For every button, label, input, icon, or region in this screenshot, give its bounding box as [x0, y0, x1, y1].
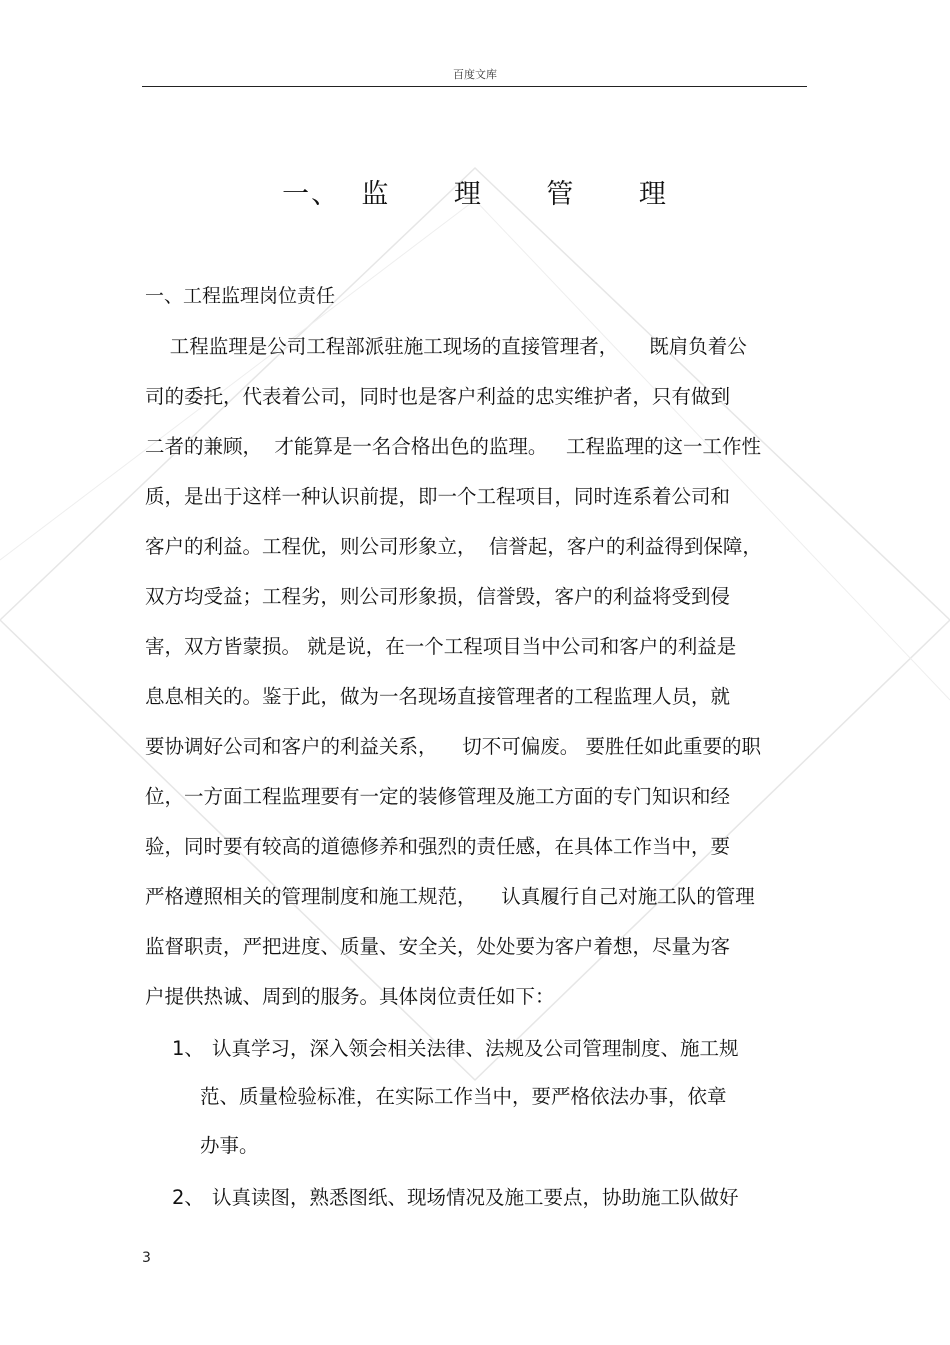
header-divider	[142, 86, 807, 87]
list-item-line: 范、质量检验标准，在实际工作当中，要严格依法办事，依章	[200, 1085, 727, 1108]
list-item-line: 认真学习，深入领会相关法律、法规及公司管理制度、施工规	[212, 1037, 739, 1060]
paragraph-line: 二者的兼顾， 才能算是一名合格出色的监理。 工程监理的这一工作性	[145, 435, 761, 458]
paragraph-line: 司的委托，代表着公司，同时也是客户利益的忠实维护者，只有做到	[145, 385, 731, 408]
paragraph-line: 双方均受益；工程劣，则公司形象损，信誉毁，客户的利益将受到侵	[145, 585, 731, 608]
paragraph-line: 位，一方面工程监理要有一定的装修管理及施工方面的专门知识和经	[145, 785, 731, 808]
section-heading: 一、工程监理岗位责任	[145, 285, 336, 307]
paragraph-line: 户提供热诚、周到的服务。具体岗位责任如下：	[145, 985, 555, 1008]
list-item-number: 2、	[172, 1186, 204, 1209]
paragraph-line: 严格遵照相关的管理制度和施工规范， 认真履行自己对施工队的管理	[145, 885, 755, 908]
paragraph-line: 质，是出于这样一种认识前提，即一个工程项目，同时连系着公司和	[145, 485, 731, 508]
paragraph-line: 监督职责，严把进度、质量、安全关，处处要为客户着想，尽量为客	[145, 935, 731, 958]
list-item-line: 认真读图，熟悉图纸、现场情况及施工要点，协助施工队做好	[212, 1186, 739, 1209]
list-item-line: 办事。	[200, 1134, 259, 1157]
paragraph-line: 客户的利益。工程优，则公司形象立， 信誉起，客户的利益得到保障，	[145, 535, 762, 558]
header-text: 百度文库	[453, 68, 497, 81]
paragraph-line: 验，同时要有较高的道德修养和强烈的责任感，在具体工作当中，要	[145, 835, 731, 858]
paragraph-line: 要协调好公司和客户的利益关系， 切不可偏废。 要胜任如此重要的职	[145, 735, 761, 758]
page-number: 3	[142, 1250, 151, 1266]
paragraph-line: 工程监理是公司工程部派驻施工现场的直接管理者， 既肩负着公	[145, 335, 747, 358]
list-item-number: 1、	[172, 1037, 204, 1060]
page-title: 一、 监 理 管 理	[282, 179, 668, 210]
paragraph-line: 害，双方皆蒙损。 就是说，在一个工程项目当中公司和客户的利益是	[145, 635, 737, 658]
paragraph-line: 息息相关的。鉴于此，做为一名现场直接管理者的工程监理人员，就	[145, 685, 731, 708]
